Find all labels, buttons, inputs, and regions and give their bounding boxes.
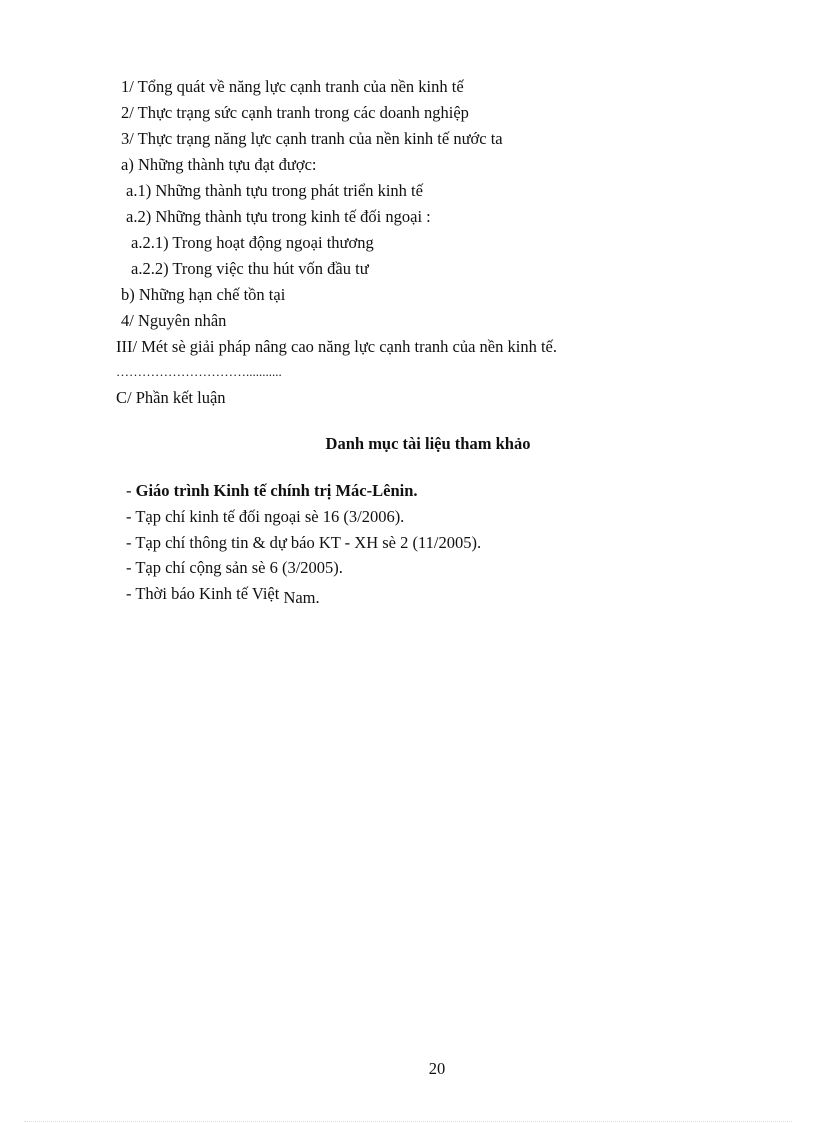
page-number: 20 (428, 1059, 446, 1078)
outline-item-1: 1/ Tổng quát về năng lực cạnh tranh của nền kinh tế (121, 77, 464, 96)
outline-item-3: 3/ Thực trạng năng lực cạnh tranh của nền kinh tế nước ta (121, 129, 503, 148)
reference-item-4: - Tạp chí cộng sản sè 6 (3/2005). (126, 558, 343, 577)
outline-item-c: C/ Phần kết luận (116, 388, 226, 407)
outline-dots: …………………………........... (116, 364, 282, 379)
page-bottom-divider (24, 1121, 792, 1122)
reference-item-1-text: Giáo trình Kinh tế chính trị Mác-Lênin. (135, 481, 418, 500)
reference-item-2: - Tạp chí kinh tế đối ngoại sè 16 (3/2006). (126, 507, 405, 526)
outline-item-a2: a.2) Những thành tựu trong kinh tế đối ngoại : (126, 207, 431, 226)
reference-item-1-prefix: - (126, 481, 136, 500)
reference-item-5 (126, 584, 320, 607)
outline-item-a1: a.1) Những thành tựu trong phát triển kinh tế (126, 181, 423, 200)
reference-item-5-text: - Thời báo Kinh tế Việt (126, 584, 280, 603)
reference-item-3: - Tạp chí thông tin & dự báo KT - XH sè 2 (11/2005). (126, 533, 482, 552)
outline-item-a: a) Những thành tựu đạt được: (121, 155, 317, 174)
outline-item-2: 2/ Thực trạng sức cạnh tranh trong các doanh nghiệp (121, 103, 469, 122)
outline-item-a22: a.2.2) Trong việc thu hút vốn đầu tư (131, 259, 369, 278)
outline-item-iii: III/ Mét sè giải pháp nâng cao năng lực cạnh tranh của nền kinh tế. (116, 337, 557, 356)
outline-item-4: 4/ Nguyên nhân (121, 311, 227, 330)
reference-item-1 (126, 481, 418, 501)
outline-item-b: b) Những hạn chế tồn tại (121, 285, 286, 304)
reference-item-5-suffix: Nam. (283, 588, 320, 607)
references-title: Danh mục tài liệu tham khảo (325, 434, 531, 453)
outline-item-a21: a.2.1) Trong hoạt động ngoại thương (131, 233, 374, 252)
